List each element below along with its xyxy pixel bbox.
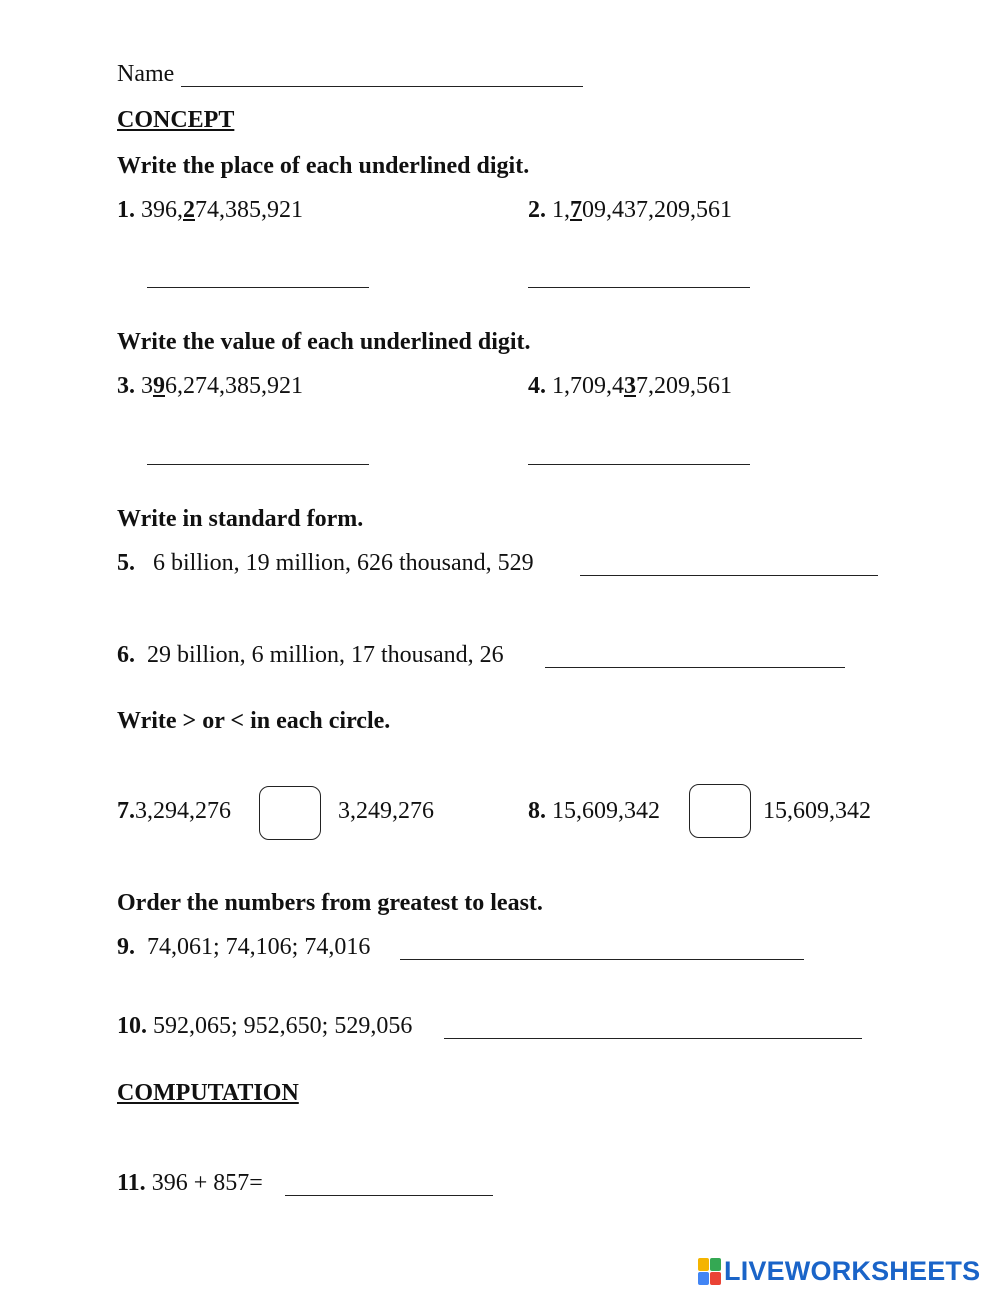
question-10 [117,1012,412,1040]
number-part: 396, [141,197,183,223]
answer-line-2[interactable] [528,287,750,288]
question-text: 74,061; 74,106; 74,016 [147,934,371,960]
number-part: 74,385,921 [195,197,303,223]
question-number: 8. [528,798,546,824]
logo-square [710,1258,721,1271]
question-8 [528,797,660,825]
order-instruction: Order the numbers from greatest to least. [117,890,543,916]
question-1 [117,196,303,224]
number-part: 7,209,561 [636,373,732,399]
question-number: 6. [117,642,135,668]
number-part: 1, [552,197,570,223]
question-number: 4. [528,373,546,399]
computation-heading: COMPUTATION [117,1080,299,1106]
concept-heading: CONCEPT [117,107,235,133]
liveworksheets-logo [698,1256,980,1286]
logo-square [698,1272,709,1285]
value-instruction: Write the value of each underlined digit. [117,329,531,355]
answer-line-9[interactable] [400,959,804,960]
logo-text: LIVEWORKSHEETS [724,1255,981,1286]
name-label: Name [117,61,175,87]
right-number-7: 3,249,276 [338,798,434,824]
question-3 [117,372,303,400]
logo-square [710,1272,721,1285]
question-number: 11. [117,1170,146,1196]
question-7 [117,797,231,825]
number-part: 1,709,4 [552,373,624,399]
logo-square [698,1258,709,1271]
question-4 [528,372,732,400]
underlined-digit: 3 [624,373,636,399]
left-number: 15,609,342 [552,798,660,824]
number-part: 6,274,385,921 [165,373,303,399]
underlined-digit: 7 [570,197,582,223]
place-instruction: Write the place of each underlined digit. [117,153,530,179]
question-2 [528,196,732,224]
answer-line-11[interactable] [285,1195,493,1196]
answer-line-6[interactable] [545,667,845,668]
answer-line-1[interactable] [147,287,369,288]
answer-line-5[interactable] [580,575,878,576]
left-number: 3,294,276 [135,798,231,824]
question-text: 29 billion, 6 million, 17 thousand, 26 [147,642,504,668]
question-11 [117,1169,263,1197]
question-text: 592,065; 952,650; 529,056 [153,1013,413,1039]
answer-line-10[interactable] [444,1038,862,1039]
standard-instruction: Write in standard form. [117,506,364,532]
question-text: 6 billion, 19 million, 626 thousand, 529 [153,550,534,576]
question-number: 2. [528,197,546,223]
compare-box-7[interactable] [259,786,321,840]
underlined-digit: 2 [183,197,195,223]
question-5 [117,549,534,577]
right-number-8: 15,609,342 [763,798,871,824]
question-6 [117,641,504,669]
question-text: 396 + 857= [151,1170,263,1196]
number-part: 3 [141,373,153,399]
question-number: 7. [117,798,135,824]
name-answer-line[interactable] [181,86,583,87]
number-part: 09,437,209,561 [582,197,732,223]
answer-line-4[interactable] [528,464,750,465]
answer-line-3[interactable] [147,464,369,465]
question-number: 10. [117,1013,147,1039]
question-9 [117,933,370,961]
question-number: 1. [117,197,135,223]
question-number: 5. [117,550,135,576]
question-number: 9. [117,934,135,960]
compare-instruction: Write > or < in each circle. [117,708,391,734]
underlined-digit: 9 [153,373,165,399]
question-number: 3. [117,373,135,399]
liveworksheets-logo-icon [698,1258,720,1284]
compare-box-8[interactable] [689,784,751,838]
